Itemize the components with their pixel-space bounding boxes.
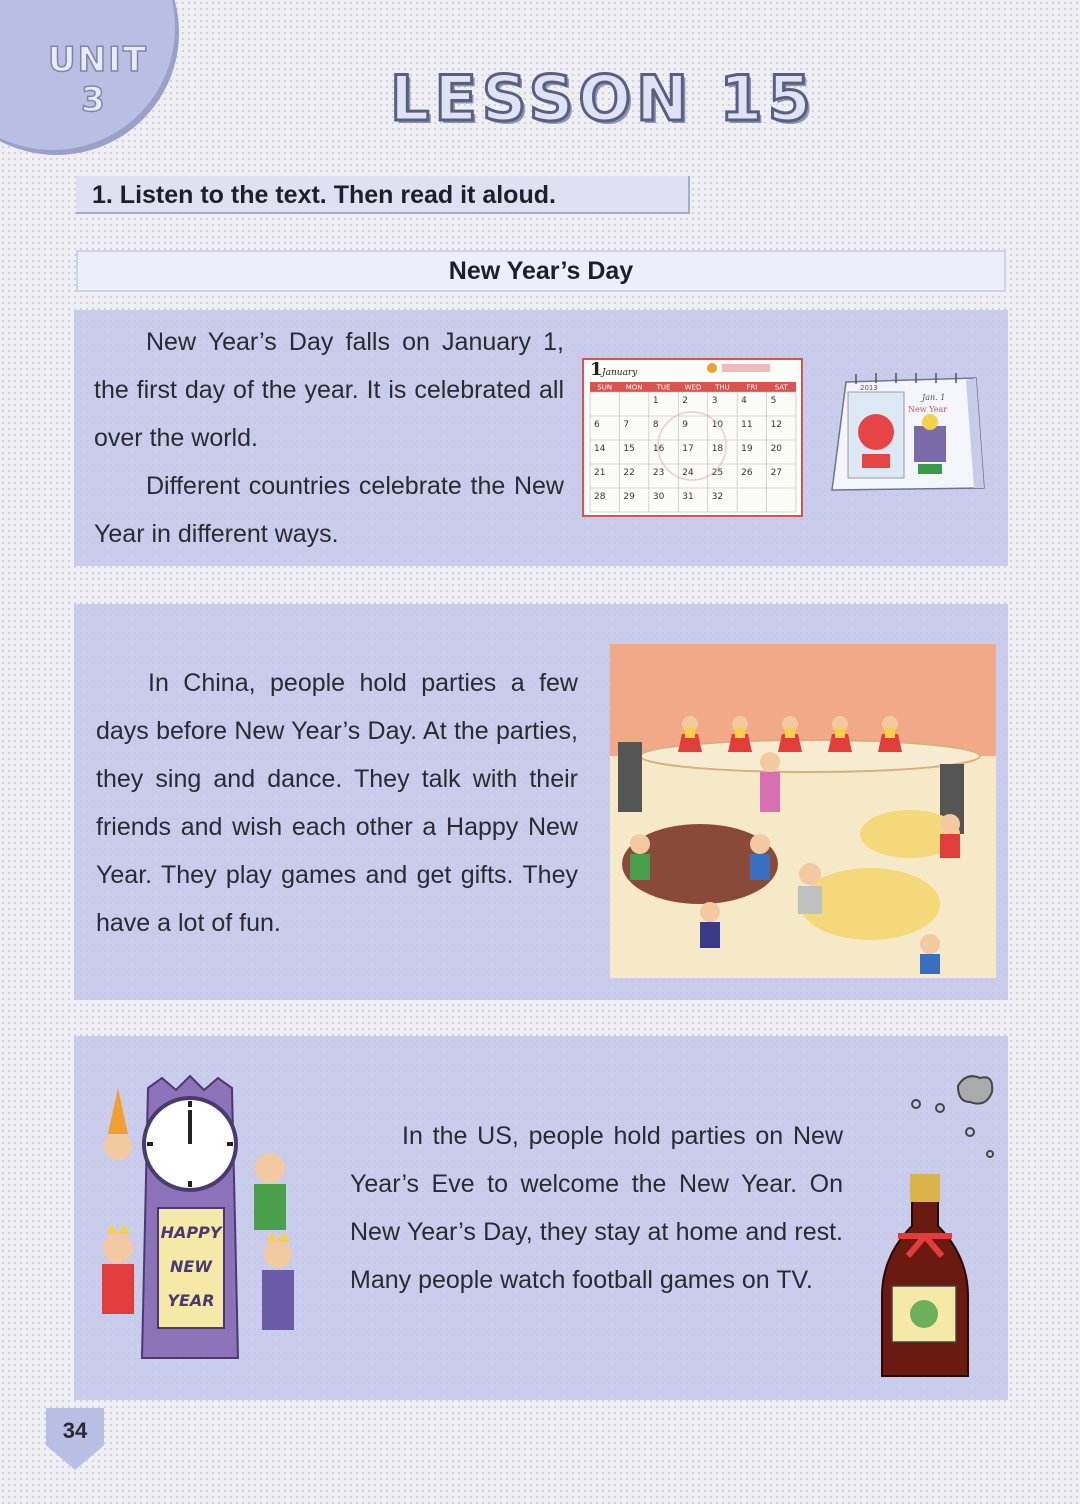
calendar-day: 18 xyxy=(711,444,724,454)
clock-sign-line-1: HAPPY xyxy=(160,1223,222,1242)
calendar-month-number: 1 xyxy=(590,359,603,380)
calendar-day: 23 xyxy=(652,468,665,478)
bottle xyxy=(882,1176,968,1376)
champagne-bottle-illustration xyxy=(858,1056,1008,1386)
desk-calendar-date: Jan. 1 xyxy=(922,393,946,402)
calendar-day: 15 xyxy=(623,444,635,454)
calendar-day: 14 xyxy=(594,444,606,454)
calendar-day: 6 xyxy=(594,420,600,430)
singer xyxy=(760,752,780,812)
us-panel xyxy=(74,1036,1008,1400)
cork-icon xyxy=(958,1076,992,1103)
page-number: 34 xyxy=(62,1418,88,1443)
calendar-weekday-label: FRI xyxy=(746,383,758,392)
calendar-month-name: January xyxy=(602,368,638,378)
intro-paragraph-2: Different countries celebrate the New Year in different ways. xyxy=(94,472,564,548)
desk-calendar-illustration xyxy=(826,370,986,500)
calendar-day: 11 xyxy=(741,420,753,430)
desk-calendar-year: 2013 xyxy=(860,384,878,392)
calendar-day: 2 xyxy=(682,396,689,406)
calendar-day: 5 xyxy=(770,396,777,406)
calendar-day: 27 xyxy=(770,468,783,478)
calendar-weekday-label: SUN xyxy=(597,383,613,392)
intro-text xyxy=(94,318,564,558)
sun-icon xyxy=(707,363,717,373)
china-paragraph: In China, people hold parties a few days before New Year’s Day. At the parties, they sing and dance. They talk with their friends and wish each other a Happy New Year. They play games and get gifts. They have a lot of fun. xyxy=(96,669,578,937)
wall-calendar-illustration xyxy=(582,358,804,518)
clock-sign-line-3: YEAR xyxy=(167,1291,215,1310)
bottle-foil xyxy=(910,1174,940,1202)
calendar-weekday-label: THU xyxy=(715,383,730,392)
china-panel xyxy=(74,604,1008,1000)
calendar-day: 26 xyxy=(741,468,753,478)
us-paragraph: In the US, people hold parties on New Year’s Eve to welcome the New Year. On New Year’s Day, they stay at home and rest. Many people watch football games on TV. xyxy=(350,1122,843,1294)
text-title: New Year’s Day xyxy=(76,250,1006,292)
unit-number: 3 xyxy=(81,80,107,120)
unit-label xyxy=(48,40,148,120)
calendar-day: 16 xyxy=(652,444,665,454)
calendar-day: 22 xyxy=(623,468,635,478)
calendar-day: 20 xyxy=(770,444,783,454)
calendar-day: 21 xyxy=(594,468,606,478)
clock-sign-line-2: NEW xyxy=(170,1257,212,1276)
calendar-day: 32 xyxy=(711,492,724,502)
calendar-weekday-label: MON xyxy=(625,383,643,392)
calendar-weekday-label: TUE xyxy=(656,383,671,392)
paper-cut-icon xyxy=(858,414,894,450)
new-year-clock-illustration xyxy=(78,1058,340,1384)
instruction-heading: 1. Listen to the text. Then read it aloud. xyxy=(76,176,690,214)
calendar-day: 17 xyxy=(682,444,694,454)
calendar-weekday-label: WED xyxy=(684,383,702,392)
calendar-day: 28 xyxy=(594,492,606,502)
intro-paragraph-1: New Year’s Day falls on January 1, the first day of the year. It is celebrated all over the world. xyxy=(94,328,564,452)
calendar-day: 7 xyxy=(623,420,630,430)
calendar-day: 19 xyxy=(741,444,753,454)
calendar-day: 24 xyxy=(682,468,694,478)
lesson-title: LESSON 15 xyxy=(390,62,816,135)
calendar-day: 29 xyxy=(623,492,635,502)
calendar-day: 31 xyxy=(682,492,694,502)
calendar-day: 9 xyxy=(682,420,689,430)
intro-panel xyxy=(74,310,1008,566)
china-party-illustration xyxy=(610,644,996,978)
calendar-weekday-label: SAT xyxy=(774,383,788,392)
desk-calendar-caption: New Year xyxy=(908,405,948,414)
clock-figure-icon xyxy=(914,426,946,462)
calendar-day: 8 xyxy=(652,420,659,430)
calendar-day: 10 xyxy=(711,420,724,430)
left-speaker xyxy=(618,742,642,812)
calendar-day: 1 xyxy=(652,396,659,406)
calendar-day: 25 xyxy=(711,468,724,478)
calendar-day: 3 xyxy=(711,396,718,406)
calendar-day: 12 xyxy=(770,420,783,430)
calendar-decoration xyxy=(722,364,770,372)
unit-word: UNIT xyxy=(48,40,148,80)
calendar-day: 30 xyxy=(652,492,665,502)
calendar-day: 4 xyxy=(741,396,747,406)
